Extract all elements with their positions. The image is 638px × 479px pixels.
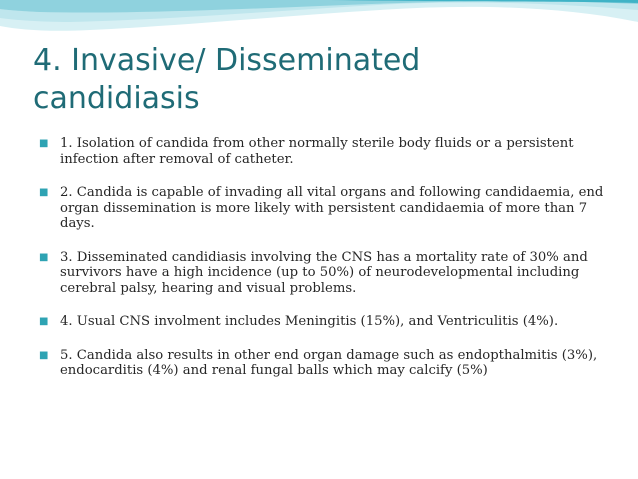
- square-bullet-icon: ■: [39, 138, 49, 149]
- bullet-list: [40, 136, 610, 397]
- bullet-item-4: [40, 314, 610, 330]
- square-bullet-icon: ■: [39, 349, 49, 361]
- title-line-2: candidiasis: [33, 81, 200, 116]
- bullet-text-5: 5. Candida also results in other end organ damage such as endopthalmitis (3%), endocarditis (4%) and renal fungal balls which may calcify (5%): [60, 347, 598, 378]
- bullet-text-3: 3. Disseminated candidiasis involving the CNS has a mortality rate of 30% and survivors have a high incidence (up to 50%) of neurodevelopmental including cerebral palsy, hearing and visual problems.: [60, 249, 588, 296]
- bullet-item-3: [40, 250, 610, 297]
- square-bullet-icon: ■: [39, 316, 49, 327]
- bullet-text-4: 4. Usual CNS involment includes Meningitis (15%), and Ventriculitis (4%).: [60, 314, 559, 329]
- square-bullet-icon: ■: [39, 251, 49, 263]
- bullet-item-2: [40, 185, 610, 232]
- bullet-text-2: 2. Candida is capable of invading all vital organs and following candidaemia, end organ dissemination is more likely with persistent candidaemia of more than 7 days.: [60, 185, 604, 231]
- title-line-1: 4. Invasive/ Disseminated: [33, 43, 421, 78]
- bullet-text-1: 1. Isolation of candida from other normally sterile body fluids or a persistent infection after removal of catheter.: [60, 136, 574, 167]
- slide-title: [33, 42, 623, 118]
- bullet-item-5: [40, 348, 610, 379]
- square-bullet-icon: ■: [39, 187, 49, 198]
- bullet-item-1: [40, 136, 610, 167]
